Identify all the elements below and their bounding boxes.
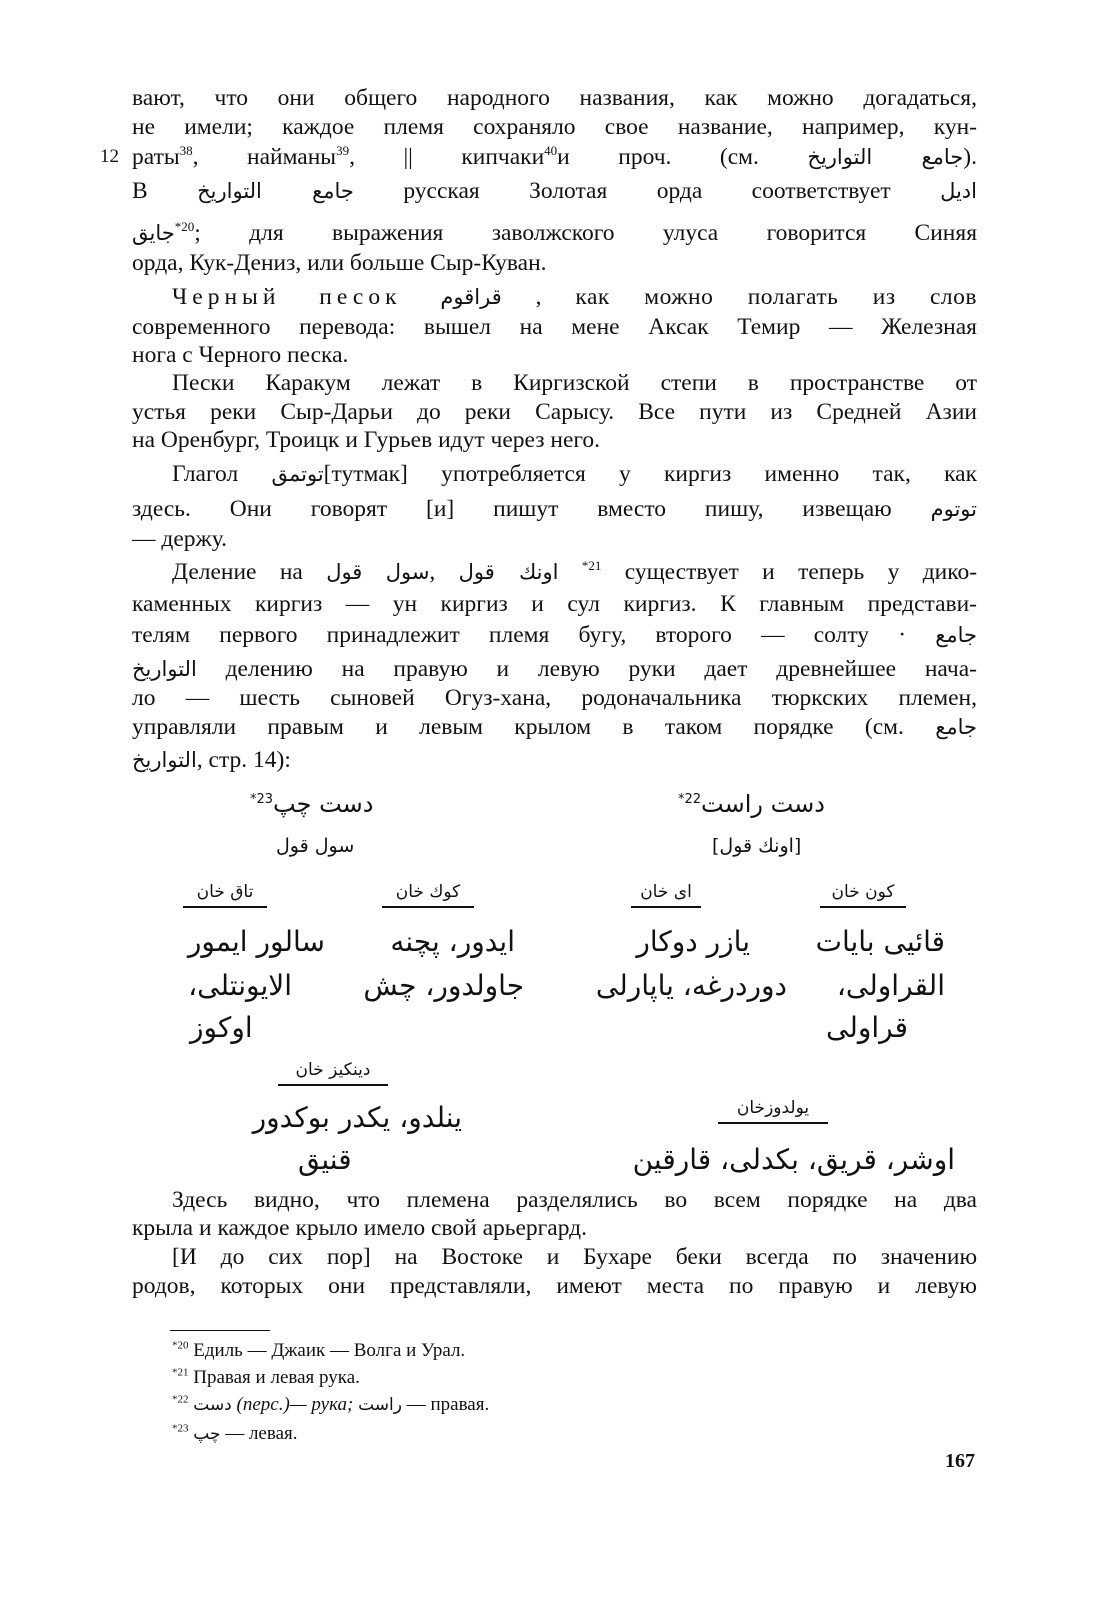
text-line: [И до сих пор] на Востоке и Бухаре беки всегда по значению (172, 1244, 977, 1270)
text-line: крыла и каждое крыло имело свой арьергард. (132, 1215, 587, 1241)
footnote: $^{*23}$ چپ — левая. (172, 1422, 298, 1444)
tribes-line: اوكوز (190, 1011, 253, 1044)
text-line: Пески Каракум лежат в Киргизской степи в пространстве от (172, 370, 977, 396)
tribes-line: الايونتلى، (188, 969, 292, 1002)
text-line: каменных киргиз — ун киргиз и сул киргиз. К главным представи- (132, 591, 977, 617)
footnote: $^{*22}$ دست (перс.)— рука; راست — правая. (172, 1393, 490, 1415)
text-line: Глагол توتمق[тутмак] употребляется у киргиз именно так, как (172, 461, 977, 487)
text-line: телям первого принадлежит племя бугу, второго — солту · جامع (132, 622, 977, 648)
tribes-line: جاولدور، چش (363, 969, 524, 1002)
margin-line-number: 12 (100, 146, 119, 167)
tribes-line: القراولى، (836, 969, 945, 1002)
tribes-line: ينلدو، يكدر بوكدور (252, 1101, 462, 1134)
text-line: управляли правым и левым крылом в таком порядке (см. جامع (132, 714, 977, 740)
text-line: جايق$^{*20}$; для выражения заволжского улуса говорится Синяя (132, 219, 977, 246)
tribes-line: دوردرغه، ياپارلى (595, 969, 787, 1002)
text-line: устья реки Сыр-Дарьи до реки Сарысу. Все пути из Средней Азии (132, 399, 977, 425)
text-line: на Оренбург, Троицк и Гурьев идут через него. (132, 427, 601, 453)
khan-header-kun: كون خان (820, 882, 906, 908)
khan-header-ay: اى خان (631, 882, 701, 908)
footnote: $^{*21}$ Правая и левая рука. (172, 1366, 360, 1388)
text-line: вают, что они общего народного названия, как можно догадаться, (132, 85, 977, 111)
right-wing-heading: دست راست$^{*22}$ (678, 790, 825, 818)
text-line: Черный песок قراقوم , как можно полагать из слов (172, 284, 977, 310)
tribes-line: قنيق (298, 1143, 352, 1176)
text-line: здесь. Они говорят [и] пишут вместо пишу, извещаю توتوم (132, 496, 977, 522)
khan-header-kok: كوك خان (382, 882, 474, 908)
khan-header-yulduz: يولدوزخان (718, 1098, 828, 1124)
text-line: раты$^{38}$, найманы$^{39}$, || кипчаки$^{40}$и проч. (см. جامع التواريخ). (132, 143, 977, 170)
tribes-line: قراولى (826, 1011, 909, 1044)
tribes-line: سالور ايمور (187, 925, 325, 958)
text-line: не имели; каждое племя сохраняло свое название, например, кун- (132, 114, 977, 140)
text-line: В جامع التواريخ русская Золотая орда соответствует اديل (132, 178, 977, 204)
tribes-line: اوشر، قريق، بكدلى، قارقين (632, 1143, 955, 1176)
khan-header-tag: تاق خان (183, 882, 267, 908)
text-line: орда, Кук-Дениз, или больше Сыр-Куван. (132, 250, 547, 276)
tribes-line: قائيى بايات (815, 925, 945, 958)
tribes-line: يازر دوكار (636, 925, 750, 958)
text-line: التواريخ делению на правую и левую руки дает древнейшее нача- (132, 656, 977, 682)
khan-header-tengiz: دينكيز خان (278, 1060, 388, 1086)
text-line: нога с Черного песка. (132, 342, 349, 368)
text-line: — держу. (132, 526, 228, 552)
text-line: Деление на قول سول, اونك قول $^{*21}$ существует и теперь у дико- (172, 558, 978, 585)
footnote: $^{*20}$ Едиль — Джаик — Волга и Урал. (172, 1339, 466, 1361)
left-wing-heading: دست چپ$^{*23}$ (250, 790, 374, 818)
footnote-rule (170, 1330, 270, 1331)
page-number: 167 (945, 1450, 975, 1472)
text-line: ло — шесть сыновей Огуз-хана, родоначальника тюркских племен, (132, 685, 977, 711)
right-wing-subheading: [اونك قول] (712, 835, 802, 857)
text-line: Здесь видно, что племена разделялись во всем порядке на два (172, 1187, 977, 1213)
text-line: современного перевода: вышел на мене Аксак Темир — Железная (132, 314, 977, 340)
text-line: родов, которых они представляли, имеют места по правую и левую (132, 1273, 977, 1299)
left-wing-subheading: سول قول (276, 835, 355, 857)
tribes-line: ايدور، پچنه (390, 925, 515, 958)
text-line: التواريخ, стр. 14): (132, 747, 291, 773)
